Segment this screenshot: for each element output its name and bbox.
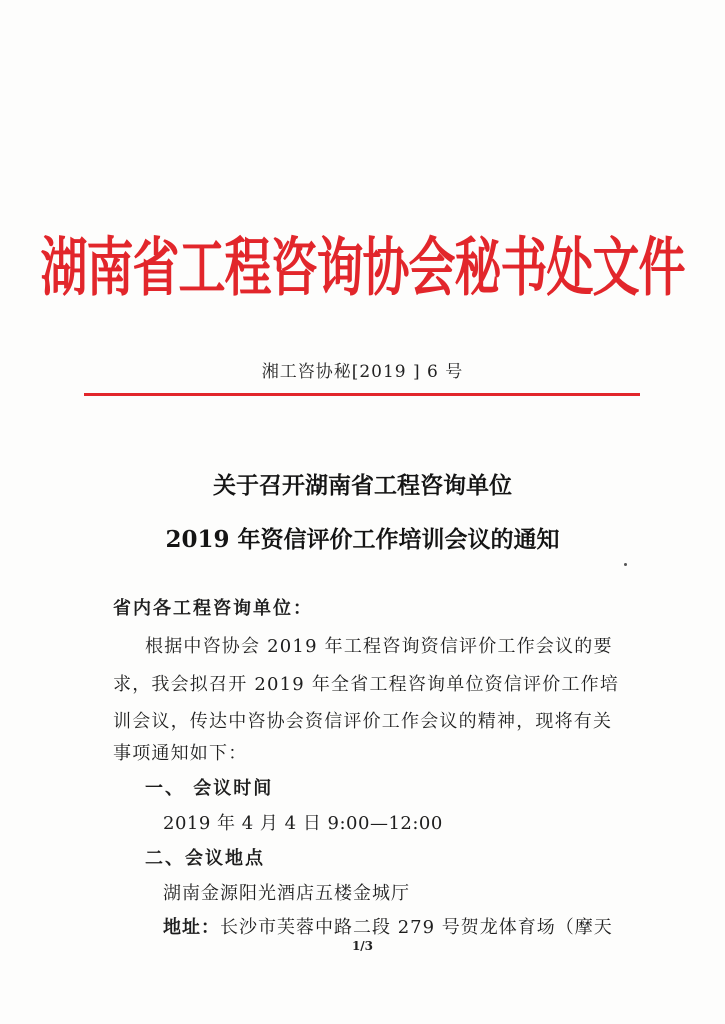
meeting-address — [163, 916, 613, 940]
paragraph-line-4: 事项通知如下： — [113, 743, 248, 764]
paragraph-line-1: 根据中咨协会 2019 年工程咨询资信评价工作会议的要 — [145, 636, 613, 657]
notice-title-line-2: 2019 年资信评价工作培训会议的通知 — [165, 526, 560, 553]
paragraph-line-2: 求，我会拟召开 2019 年全省工程咨询单位资信评价工作培 — [113, 674, 620, 695]
address-label: 地址： — [163, 917, 220, 938]
red-divider-rule — [84, 393, 640, 396]
address-text: 长沙市芙蓉中路二段 279 号贺龙体育场（摩天 — [220, 917, 613, 938]
section-heading-meeting-location: 二、会议地点 — [145, 848, 265, 869]
notice-title-line-1: 关于召开湖南省工程咨询单位 — [213, 472, 512, 499]
meeting-venue: 湖南金源阳光酒店五楼金城厅 — [163, 883, 410, 904]
meeting-time-value: 2019 年 4 月 4 日 9:00—12:00 — [163, 813, 443, 834]
scan-speck — [624, 563, 627, 566]
paragraph-line-3: 训会议，传达中咨协会资信评价工作会议的精神，现将有关 — [113, 711, 613, 732]
salutation: 省内各工程咨询单位： — [113, 598, 313, 619]
letterhead-title: 湖南省工程咨询协会秘书处文件 — [40, 231, 685, 306]
section-heading-meeting-time: 一、 会议时间 — [145, 778, 274, 799]
page-number: 1/3 — [351, 939, 374, 953]
document-number: 湘工咨协秘[2019 ] 6 号 — [261, 362, 464, 382]
